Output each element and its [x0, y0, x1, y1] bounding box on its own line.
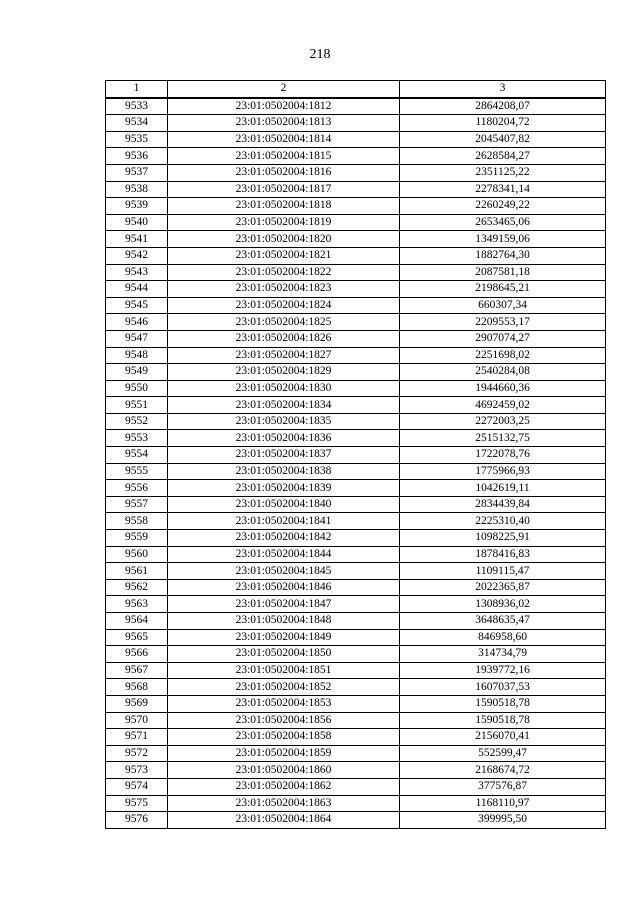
value-cell: 1775966,93: [400, 463, 606, 480]
table-row: [106, 596, 606, 613]
table-row: [106, 247, 606, 264]
value-cell: 2628584,27: [400, 148, 606, 165]
table-row: [106, 98, 606, 115]
table-row: [106, 264, 606, 281]
row-number-cell: 9567: [106, 662, 168, 679]
row-number-cell: 9551: [106, 397, 168, 414]
row-number-cell: 9560: [106, 546, 168, 563]
table-row: [106, 513, 606, 530]
row-number-cell: 9566: [106, 646, 168, 663]
row-number-cell: 9573: [106, 762, 168, 779]
cadastral-number-cell: 23:01:0502004:1812: [168, 98, 400, 115]
row-number-cell: 9574: [106, 778, 168, 795]
value-cell: 314734,79: [400, 646, 606, 663]
row-number-cell: 9558: [106, 513, 168, 530]
cadastral-number-cell: 23:01:0502004:1864: [168, 812, 400, 829]
table-row: [106, 778, 606, 795]
row-number-cell: 9545: [106, 297, 168, 314]
cadastral-number-cell: 23:01:0502004:1841: [168, 513, 400, 530]
cadastral-number-cell: 23:01:0502004:1822: [168, 264, 400, 281]
row-number-cell: 9576: [106, 812, 168, 829]
row-number-cell: 9564: [106, 613, 168, 630]
table-row: [106, 198, 606, 215]
cadastral-number-cell: 23:01:0502004:1821: [168, 247, 400, 264]
value-cell: 2045407,82: [400, 131, 606, 148]
table-row: [106, 314, 606, 331]
table-row: [106, 380, 606, 397]
column-header-1: 1: [106, 81, 168, 98]
cadastral-number-cell: 23:01:0502004:1819: [168, 214, 400, 231]
value-cell: 1109115,47: [400, 563, 606, 580]
row-number-cell: 9533: [106, 98, 168, 115]
cadastral-number-cell: 23:01:0502004:1834: [168, 397, 400, 414]
row-number-cell: 9561: [106, 563, 168, 580]
cadastral-number-cell: 23:01:0502004:1825: [168, 314, 400, 331]
cadastral-number-cell: 23:01:0502004:1837: [168, 447, 400, 464]
value-cell: 1349159,06: [400, 231, 606, 248]
cadastral-number-cell: 23:01:0502004:1827: [168, 347, 400, 364]
cadastral-number-cell: 23:01:0502004:1848: [168, 613, 400, 630]
value-cell: 2156070,41: [400, 729, 606, 746]
row-number-cell: 9548: [106, 347, 168, 364]
cadastral-number-cell: 23:01:0502004:1838: [168, 463, 400, 480]
row-number-cell: 9539: [106, 198, 168, 215]
cadastral-number-cell: 23:01:0502004:1849: [168, 629, 400, 646]
cadastral-number-cell: 23:01:0502004:1816: [168, 164, 400, 181]
table-row: [106, 729, 606, 746]
cadastral-number-cell: 23:01:0502004:1840: [168, 496, 400, 513]
table-row: [106, 629, 606, 646]
table-row: [106, 480, 606, 497]
table-row: [106, 115, 606, 132]
row-number-cell: 9559: [106, 530, 168, 547]
cadastral-number-cell: 23:01:0502004:1842: [168, 530, 400, 547]
table-row: [106, 447, 606, 464]
value-cell: 2351125,22: [400, 164, 606, 181]
table-row: [106, 795, 606, 812]
cadastral-number-cell: 23:01:0502004:1845: [168, 563, 400, 580]
value-cell: 1590518,78: [400, 712, 606, 729]
row-number-cell: 9541: [106, 231, 168, 248]
table-row: [106, 613, 606, 630]
value-cell: 2907074,27: [400, 330, 606, 347]
table-row: [106, 214, 606, 231]
value-cell: 2834439,84: [400, 496, 606, 513]
table-row: [106, 530, 606, 547]
cadastral-number-cell: 23:01:0502004:1853: [168, 695, 400, 712]
value-cell: 2022365,87: [400, 579, 606, 596]
row-number-cell: 9544: [106, 281, 168, 298]
value-cell: 2653465,06: [400, 214, 606, 231]
value-cell: 2278341,14: [400, 181, 606, 198]
value-cell: 552599,47: [400, 745, 606, 762]
table-row: [106, 430, 606, 447]
table-row: [106, 695, 606, 712]
value-cell: 1042619,11: [400, 480, 606, 497]
table-row: [106, 546, 606, 563]
value-cell: 2251698,02: [400, 347, 606, 364]
cadastral-number-cell: 23:01:0502004:1814: [168, 131, 400, 148]
table-row: [106, 148, 606, 165]
table-row: [106, 364, 606, 381]
value-cell: 1607037,53: [400, 679, 606, 696]
page-number: 218: [309, 47, 331, 62]
row-number-cell: 9569: [106, 695, 168, 712]
cadastral-number-cell: 23:01:0502004:1830: [168, 380, 400, 397]
row-number-cell: 9555: [106, 463, 168, 480]
table-row: [106, 297, 606, 314]
row-number-cell: 9534: [106, 115, 168, 132]
value-cell: 1939772,16: [400, 662, 606, 679]
row-number-cell: 9571: [106, 729, 168, 746]
row-number-cell: 9536: [106, 148, 168, 165]
row-number-cell: 9546: [106, 314, 168, 331]
value-cell: 2540284,08: [400, 364, 606, 381]
row-number-cell: 9553: [106, 430, 168, 447]
value-cell: 2864208,07: [400, 98, 606, 115]
cadastral-number-cell: 23:01:0502004:1862: [168, 778, 400, 795]
cadastral-number-cell: 23:01:0502004:1851: [168, 662, 400, 679]
row-number-cell: 9543: [106, 264, 168, 281]
value-cell: 846958,60: [400, 629, 606, 646]
value-cell: 1168110,97: [400, 795, 606, 812]
table-row: [106, 496, 606, 513]
table-row: [106, 330, 606, 347]
value-cell: 1722078,76: [400, 447, 606, 464]
cadastral-number-cell: 23:01:0502004:1850: [168, 646, 400, 663]
column-header-2: 2: [168, 81, 400, 98]
cadastral-number-cell: 23:01:0502004:1846: [168, 579, 400, 596]
value-cell: 4692459,02: [400, 397, 606, 414]
row-number-cell: 9570: [106, 712, 168, 729]
table-row: [106, 463, 606, 480]
row-number-cell: 9547: [106, 330, 168, 347]
value-cell: 660307,34: [400, 297, 606, 314]
table-row: [106, 131, 606, 148]
cadastral-number-cell: 23:01:0502004:1863: [168, 795, 400, 812]
column-header-3: 3: [400, 81, 606, 98]
value-cell: 1590518,78: [400, 695, 606, 712]
table-row: [106, 281, 606, 298]
row-number-cell: 9562: [106, 579, 168, 596]
table-header: [106, 81, 606, 98]
table-row: [106, 662, 606, 679]
table-row: [106, 679, 606, 696]
row-number-cell: 9565: [106, 629, 168, 646]
row-number-cell: 9554: [106, 447, 168, 464]
value-cell: 3648635,47: [400, 613, 606, 630]
table-row: [106, 181, 606, 198]
table-row: [106, 762, 606, 779]
header-row: [106, 81, 606, 98]
cadastral-number-cell: 23:01:0502004:1820: [168, 231, 400, 248]
row-number-cell: 9535: [106, 131, 168, 148]
data-table: [105, 80, 606, 829]
table-row: [106, 397, 606, 414]
table-row: [106, 231, 606, 248]
cadastral-number-cell: 23:01:0502004:1836: [168, 430, 400, 447]
table-row: [106, 164, 606, 181]
row-number-cell: 9556: [106, 480, 168, 497]
cadastral-number-cell: 23:01:0502004:1813: [168, 115, 400, 132]
value-cell: 1180204,72: [400, 115, 606, 132]
table-row: [106, 646, 606, 663]
row-number-cell: 9572: [106, 745, 168, 762]
cadastral-number-cell: 23:01:0502004:1835: [168, 413, 400, 430]
value-cell: 1098225,91: [400, 530, 606, 547]
cadastral-number-cell: 23:01:0502004:1829: [168, 364, 400, 381]
cadastral-number-cell: 23:01:0502004:1815: [168, 148, 400, 165]
cadastral-number-cell: 23:01:0502004:1852: [168, 679, 400, 696]
table-row: [106, 563, 606, 580]
row-number-cell: 9575: [106, 795, 168, 812]
cadastral-number-cell: 23:01:0502004:1824: [168, 297, 400, 314]
cadastral-number-cell: 23:01:0502004:1844: [168, 546, 400, 563]
row-number-cell: 9538: [106, 181, 168, 198]
row-number-cell: 9557: [106, 496, 168, 513]
row-number-cell: 9568: [106, 679, 168, 696]
table-row: [106, 745, 606, 762]
cadastral-number-cell: 23:01:0502004:1859: [168, 745, 400, 762]
row-number-cell: 9540: [106, 214, 168, 231]
value-cell: 2087581,18: [400, 264, 606, 281]
value-cell: 2225310,40: [400, 513, 606, 530]
table-row: [106, 579, 606, 596]
table-row: [106, 812, 606, 829]
value-cell: 2260249,22: [400, 198, 606, 215]
table-row: [106, 347, 606, 364]
row-number-cell: 9537: [106, 164, 168, 181]
value-cell: 2515132,75: [400, 430, 606, 447]
value-cell: 1308936,02: [400, 596, 606, 613]
cadastral-number-cell: 23:01:0502004:1839: [168, 480, 400, 497]
cadastral-number-cell: 23:01:0502004:1826: [168, 330, 400, 347]
value-cell: 2198645,21: [400, 281, 606, 298]
table-row: [106, 413, 606, 430]
value-cell: 1944660,36: [400, 380, 606, 397]
cadastral-number-cell: 23:01:0502004:1817: [168, 181, 400, 198]
value-cell: 1878416,83: [400, 546, 606, 563]
value-cell: 377576,87: [400, 778, 606, 795]
row-number-cell: 9550: [106, 380, 168, 397]
cadastral-number-cell: 23:01:0502004:1818: [168, 198, 400, 215]
cadastral-number-cell: 23:01:0502004:1860: [168, 762, 400, 779]
value-cell: 2209553,17: [400, 314, 606, 331]
cadastral-number-cell: 23:01:0502004:1847: [168, 596, 400, 613]
row-number-cell: 9563: [106, 596, 168, 613]
table-body: [106, 98, 606, 829]
value-cell: 1882764,30: [400, 247, 606, 264]
value-cell: 2272003,25: [400, 413, 606, 430]
row-number-cell: 9542: [106, 247, 168, 264]
cadastral-number-cell: 23:01:0502004:1823: [168, 281, 400, 298]
row-number-cell: 9549: [106, 364, 168, 381]
table-row: [106, 712, 606, 729]
cadastral-number-cell: 23:01:0502004:1858: [168, 729, 400, 746]
value-cell: 2168674,72: [400, 762, 606, 779]
row-number-cell: 9552: [106, 413, 168, 430]
value-cell: 399995,50: [400, 812, 606, 829]
cadastral-number-cell: 23:01:0502004:1856: [168, 712, 400, 729]
